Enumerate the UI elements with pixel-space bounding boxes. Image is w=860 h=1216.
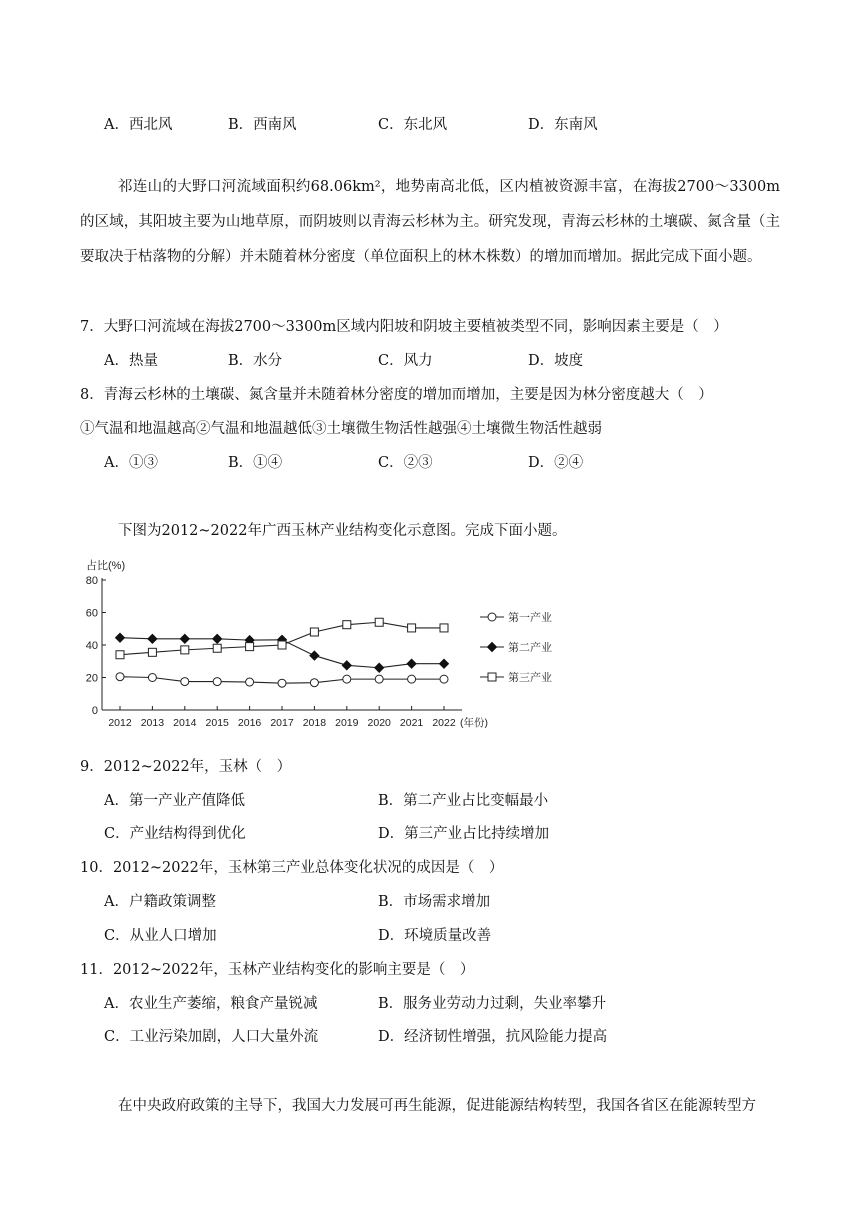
data-point: [408, 675, 416, 683]
option-d: D．经济韧性增强，抗风险能力提高: [378, 1029, 608, 1045]
y-tick-label: 0: [91, 705, 98, 717]
series-1: [116, 673, 448, 688]
data-point: [213, 644, 221, 652]
option-a: A．①③: [104, 455, 158, 471]
x-tick-label: 2018: [302, 717, 327, 729]
q9-options-row2: [0, 822, 860, 842]
y-tick-label: 40: [85, 640, 98, 652]
option-c: C．工业污染加剧，人口大量外流: [104, 1029, 319, 1045]
q9-options-row1: [0, 789, 860, 809]
q11-options-row2: [0, 1025, 860, 1045]
y-tick-label: 60: [85, 607, 98, 620]
industry-structure-chart: [80, 550, 580, 735]
x-tick-label: 2021: [399, 717, 424, 729]
option-d: D．第三产业占比持续增加: [378, 826, 550, 842]
option-a: A．农业生产萎缩，粮食产量锐减: [104, 996, 318, 1012]
q10-options-row1: [0, 890, 860, 910]
data-point: [408, 624, 416, 632]
data-point: [278, 641, 286, 649]
option-b: B．第二产业占比变幅最小: [378, 793, 549, 809]
data-point: [246, 678, 254, 686]
x-tick-label: 2022: [432, 717, 456, 729]
data-point: [310, 651, 319, 660]
option-b: B．水分: [228, 353, 283, 369]
option-c: C．产业结构得到优化: [104, 826, 246, 842]
q9-stem: 9．2012~2022年，玉林（ ）: [80, 759, 292, 775]
data-point: [148, 674, 156, 682]
x-tick-label: 2016: [237, 717, 262, 729]
passage-qilian: 祁连山的大野口河流域面积约68.06km²，地势南高北低，区内植被资源丰富，在海拔2700～3300m的区域，其阳坡主要为山地草原，而阴坡则以青海云杉林为主。研究发现，青海云杉林的土壤碳、氮含量（主要取决于枯落物的分解）并未随着林分密度（单位面积上的林木株数）的增加而增加。据此完成下面小题。: [80, 179, 780, 265]
option-c: C．从业人口增加: [104, 928, 217, 944]
x-tick-label: 2020: [367, 717, 391, 729]
option-d: D．东南风: [528, 117, 598, 133]
data-point: [342, 661, 351, 670]
x-tick-label: 2014: [173, 717, 197, 729]
option-b: B．服务业劳动力过剩，失业率攀升: [378, 996, 607, 1012]
option-d: D．环境质量改善: [378, 928, 492, 944]
data-point: [375, 663, 384, 672]
data-point: [148, 634, 157, 643]
data-point: [181, 646, 189, 654]
data-point: [213, 678, 221, 686]
legend-marker: [488, 613, 496, 621]
legend-label: 第二产业: [508, 642, 552, 654]
data-point: [343, 675, 351, 683]
data-point: [116, 633, 125, 642]
data-point: [407, 659, 416, 668]
q11-options-row1: [0, 992, 860, 1012]
q10-options-row2: [0, 924, 860, 944]
q8-options: [0, 451, 860, 471]
q7-stem: 7．大野口河流域在海拔2700～3300m区域内阳坡和阴坡主要植被类型不同，影响因素主要是（ ）: [80, 319, 728, 335]
legend-marker: [488, 673, 496, 681]
passage-energy: 在中央政府政策的主导下，我国大力发展可再生能源，促进能源结构转型，我国各省区在能源转型方: [118, 1098, 756, 1114]
q10-stem: 10．2012~2022年，玉林第三产业总体变化状况的成因是（ ）: [80, 860, 504, 876]
q6-options: [0, 113, 860, 133]
legend-entry: [480, 670, 552, 684]
option-c: C．东北风: [378, 117, 448, 133]
x-tick-label: 2019: [335, 717, 359, 729]
y-axis-label: 占比(%): [86, 560, 126, 572]
option-d: D．坡度: [528, 353, 584, 369]
data-point: [310, 679, 318, 687]
x-axis-label: (年份): [460, 717, 488, 729]
option-a: A．西北风: [104, 117, 173, 133]
q8-stem: 8．青海云杉林的土壤碳、氮含量并未随着林分密度的增加而增加，主要是因为林分密度越大（ ）: [80, 387, 713, 403]
option-b: B．西南风: [228, 117, 297, 133]
data-point: [148, 648, 156, 656]
passage-yulin: 下图为2012~2022年广西玉林产业结构变化示意图。完成下面小题。: [118, 523, 567, 539]
data-point: [181, 678, 189, 686]
data-point: [440, 675, 448, 683]
option-a: A．第一产业产值降低: [104, 793, 245, 809]
data-point: [310, 628, 318, 636]
legend-entry: [480, 640, 552, 654]
q7-options: [0, 349, 860, 369]
option-d: D．②④: [528, 455, 584, 471]
legend-label: 第三产业: [508, 672, 552, 684]
x-tick-label: 2013: [140, 717, 165, 729]
option-c: C．②③: [378, 455, 433, 471]
x-tick-label: 2017: [270, 717, 294, 729]
data-point: [213, 634, 222, 643]
option-a: A．户籍政策调整: [104, 894, 216, 910]
x-tick-label: 2012: [108, 717, 132, 729]
data-point: [116, 651, 124, 659]
option-c: C．风力: [378, 353, 433, 369]
legend-label: 第一产业: [508, 612, 552, 624]
y-tick-label: 80: [85, 575, 98, 587]
data-point: [440, 659, 449, 668]
option-b: B．市场需求增加: [378, 894, 491, 910]
x-tick-label: 2015: [205, 717, 229, 729]
data-point: [375, 675, 383, 683]
data-point: [116, 673, 124, 681]
data-point: [375, 618, 383, 626]
data-point: [180, 634, 189, 643]
option-a: A．热量: [104, 353, 158, 369]
data-point: [440, 624, 448, 632]
option-b: B．①④: [228, 455, 283, 471]
data-point: [246, 643, 254, 651]
q11-stem: 11．2012~2022年，玉林产业结构变化的影响主要是（ ）: [80, 962, 475, 978]
y-tick-label: 20: [85, 672, 98, 685]
data-point: [343, 621, 351, 629]
legend-marker: [488, 643, 497, 652]
data-point: [278, 679, 286, 687]
legend-entry: [480, 610, 552, 624]
series-2: [116, 633, 449, 672]
q8-choices: ①气温和地温越高②气温和地温越低③土壤微生物活性越强④土壤微生物活性越弱: [80, 421, 602, 437]
